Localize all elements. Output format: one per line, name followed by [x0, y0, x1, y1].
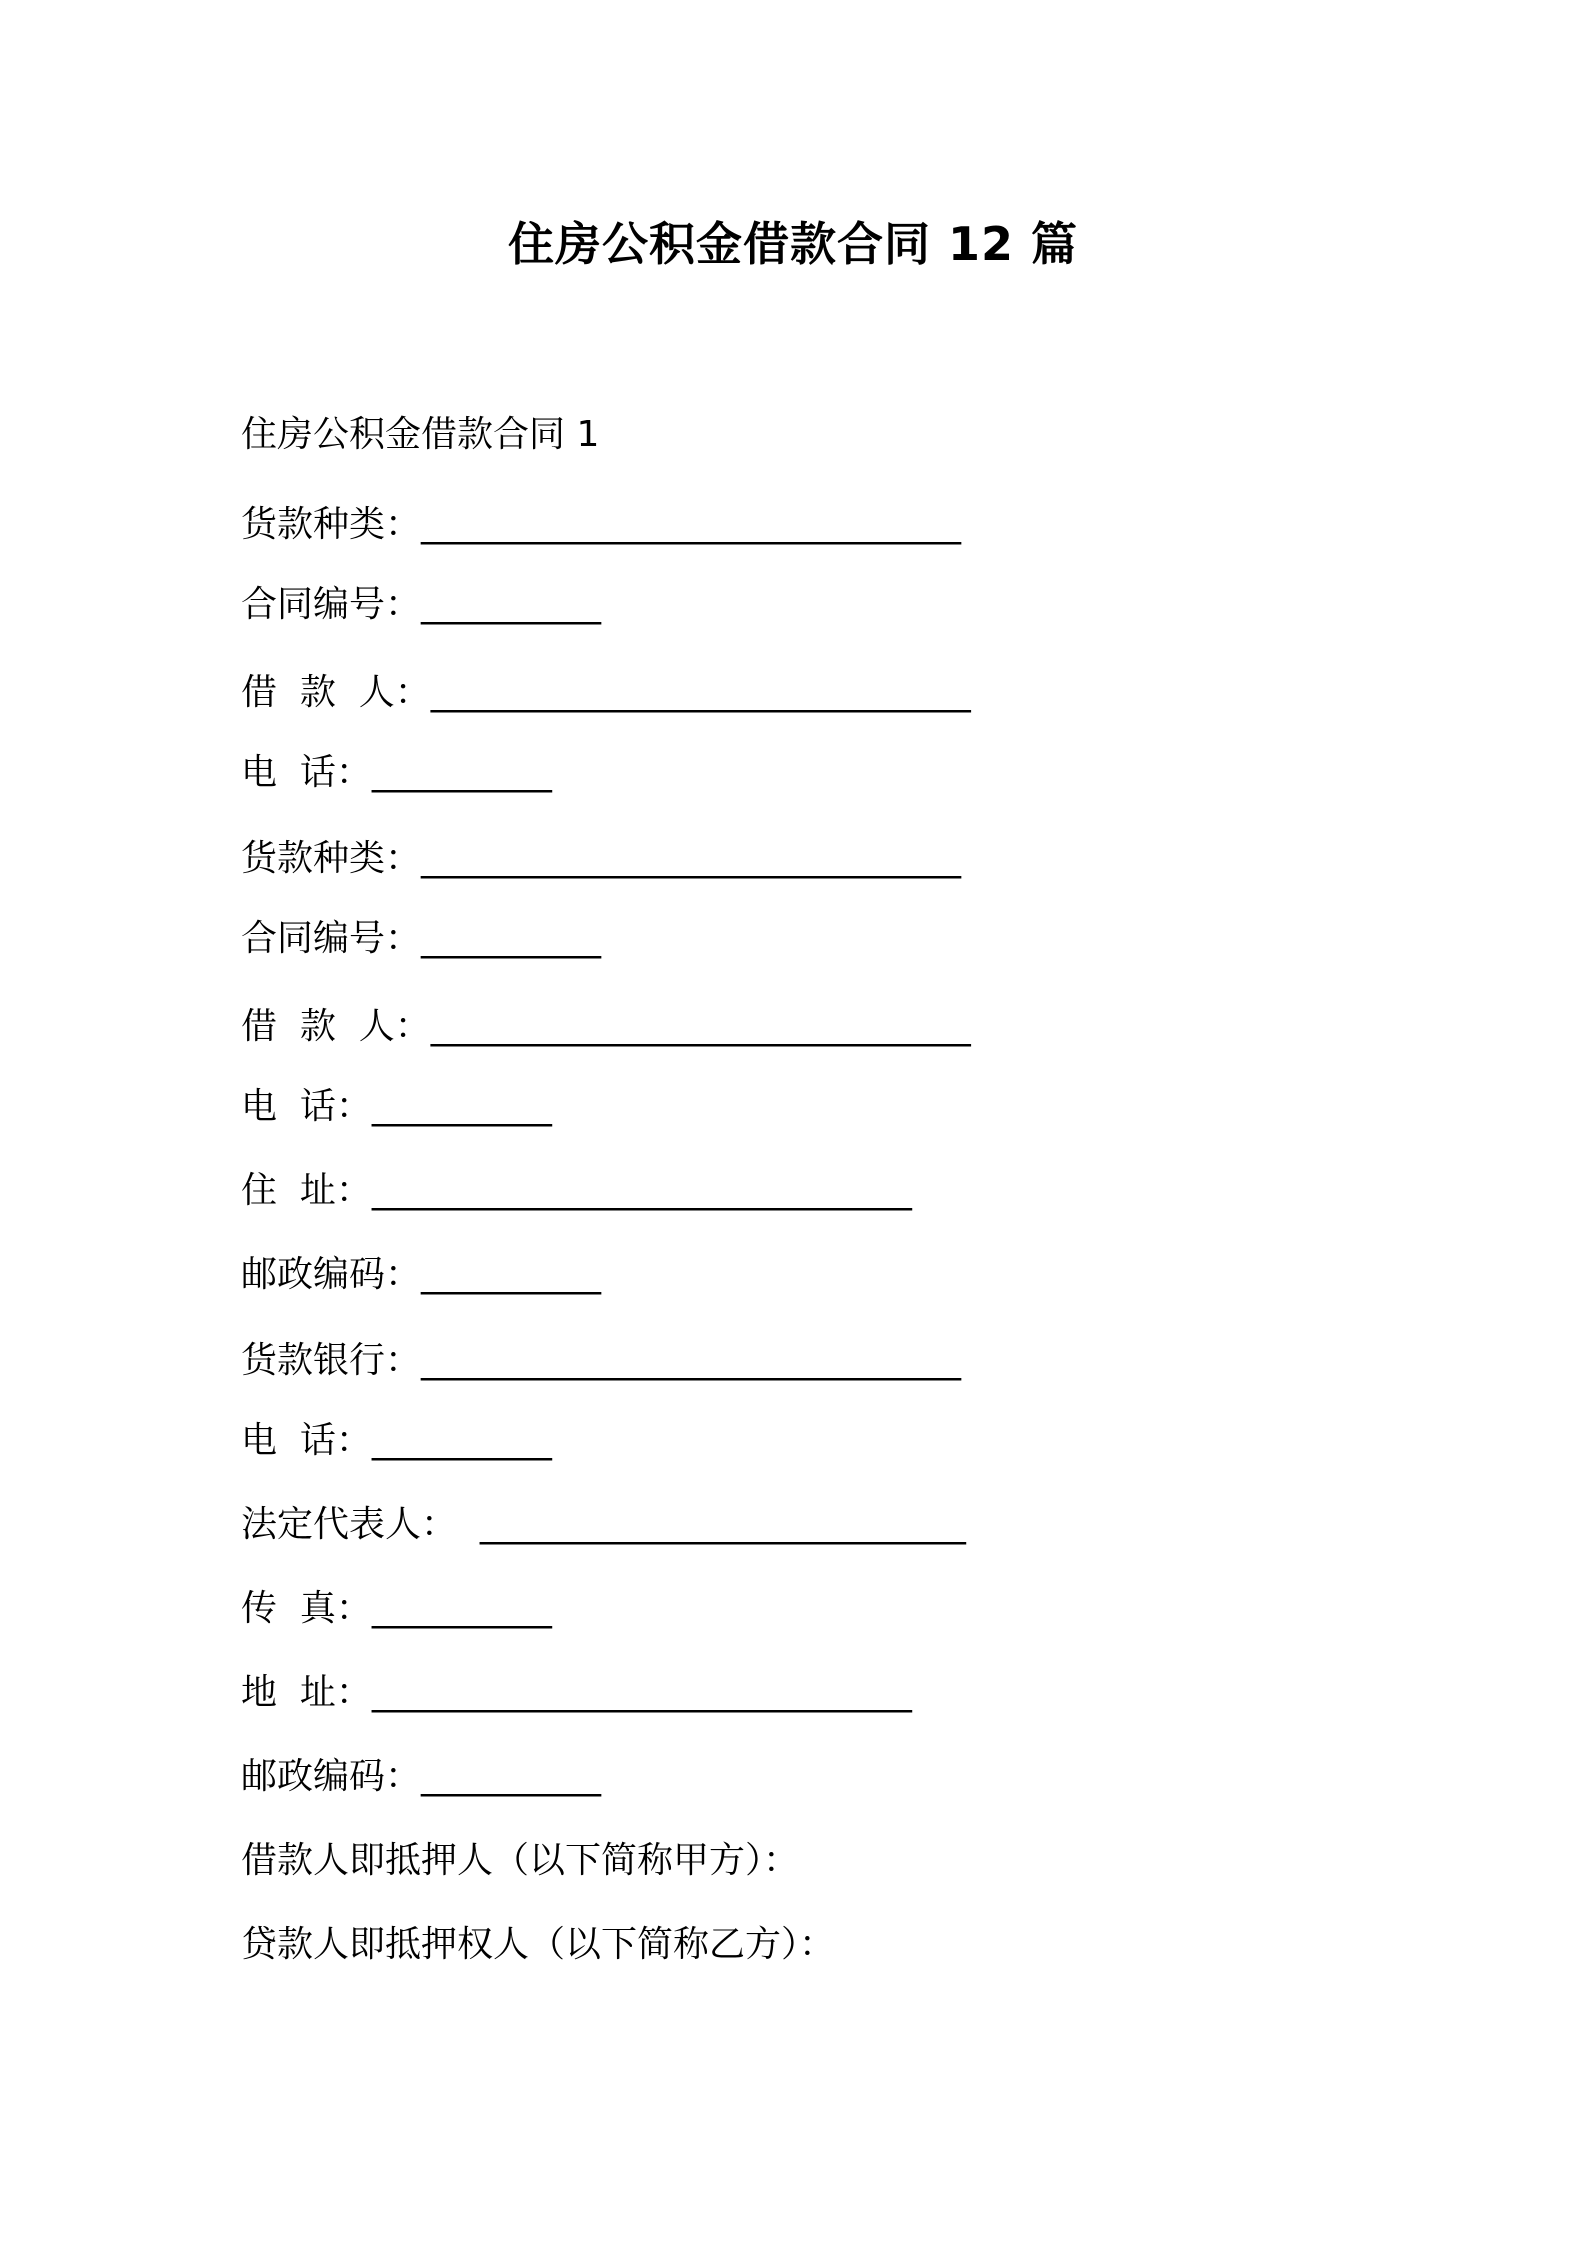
phone-field: 电 话：__________ — [241, 1420, 552, 1461]
contract-number-field: 合同编号：__________ — [241, 584, 602, 625]
party-b-definition: 贷款人即抵押权人（以下简称乙方）： — [241, 1924, 836, 1965]
postal-code-field: 邮政编码：__________ — [241, 1756, 602, 1797]
fax-field: 传 真：__________ — [241, 1588, 552, 1629]
lending-bank-field: 货款银行：______________________________ — [241, 1340, 962, 1381]
loan-type-field: 货款种类：______________________________ — [241, 504, 962, 545]
borrower-field: 借 款 人：______________________________ — [241, 1006, 971, 1047]
document-title: 住房公积金借款合同 12 篇 — [507, 217, 1079, 271]
loan-type-field: 货款种类：______________________________ — [241, 838, 962, 879]
address-field: 地 址：______________________________ — [241, 1672, 912, 1713]
borrower-field: 借 款 人：______________________________ — [241, 672, 971, 713]
legal-representative-field: 法定代表人： ___________________________ — [241, 1504, 966, 1545]
phone-field: 电 话：__________ — [241, 1086, 552, 1127]
contract-number-field: 合同编号：__________ — [241, 918, 602, 959]
party-a-definition: 借款人即抵押人（以下简称甲方）： — [241, 1840, 800, 1881]
phone-field: 电 话：__________ — [241, 752, 552, 793]
section-heading: 住房公积金借款合同 1 — [241, 414, 600, 455]
address-field: 住 址：______________________________ — [241, 1170, 912, 1211]
postal-code-field: 邮政编码：__________ — [241, 1254, 602, 1295]
